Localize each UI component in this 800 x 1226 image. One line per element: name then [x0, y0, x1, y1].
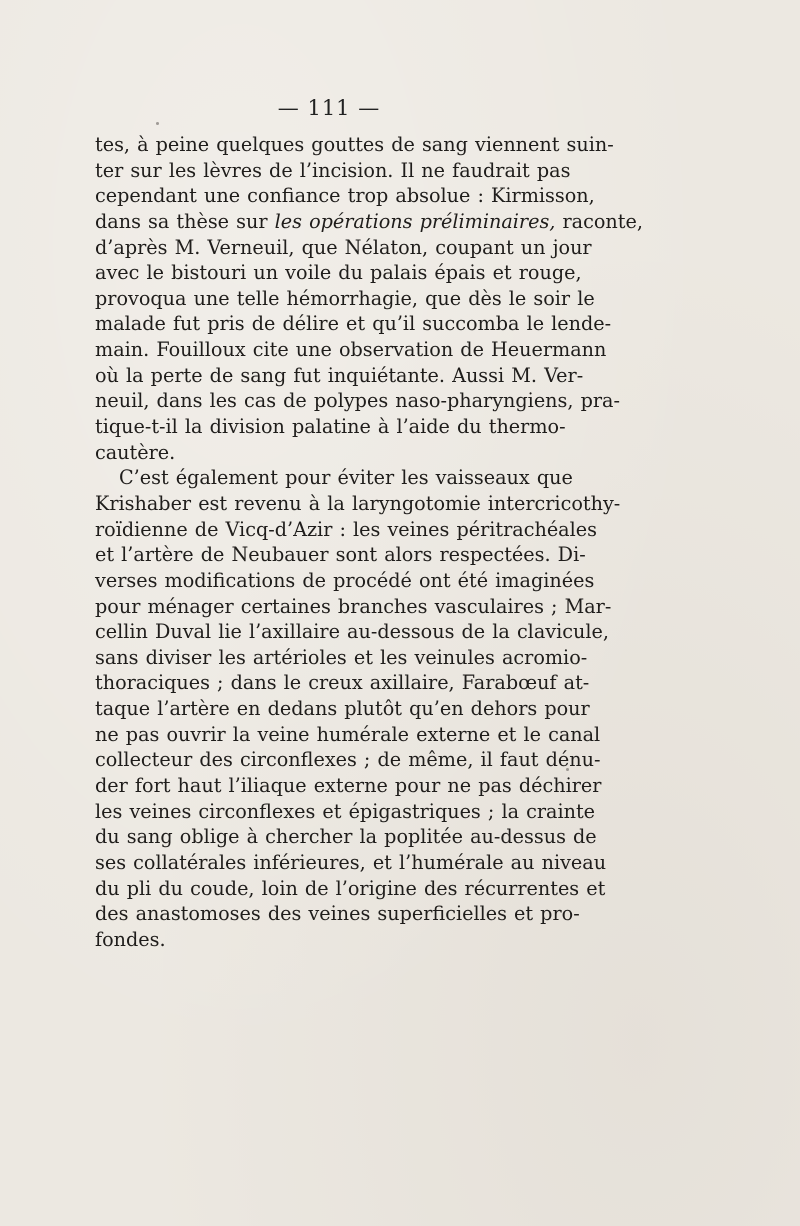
text-line: malade fut pris de délire et qu’il succomba le lende-: [95, 312, 612, 336]
text-line: neuil, dans les cas de polypes naso-pharyngiens, pra-: [95, 389, 620, 413]
text-line: main. Fouilloux cite une observation de Heuermann: [95, 338, 607, 362]
text-line: der fort haut l’iliaque externe pour ne pas déchirer: [95, 774, 602, 798]
body-text: [95, 132, 643, 953]
text-segment: raconte,: [555, 209, 643, 233]
text-line: du sang oblige à chercher la poplitée au-dessus de: [95, 825, 597, 849]
text-line: thoraciques ; dans le creux axillaire, Farabœuf at-: [95, 671, 590, 695]
text-line: tique-t-il la division palatine à l’aide du thermo-: [95, 415, 566, 439]
text-line: roïdienne de Vicq-d’Azir : les veines péritrachéales: [95, 517, 597, 541]
text-line: les veines circonflexes et épigastriques ; la crainte: [95, 799, 596, 823]
text-line: ses collatérales inférieures, et l’humérale au niveau: [95, 850, 607, 874]
text-line: C’est également pour éviter les vaisseaux que: [119, 466, 573, 490]
text-line: [95, 209, 643, 235]
text-line: collecteur des circonflexes ; de même, il faut dénu-: [95, 748, 601, 772]
paper-speck: [156, 122, 159, 125]
text-line: tes, à peine quelques gouttes de sang viennent suin-: [95, 133, 614, 156]
text-line: des anastomoses des veines superficielles et pro-: [95, 902, 580, 926]
text-line: ne pas ouvrir la veine humérale externe et le canal: [95, 722, 601, 746]
text-line: ter sur les lèvres de l’incision. Il ne faudrait pas: [95, 158, 571, 182]
text-line: pour ménager certaines branches vasculaires ; Mar-: [95, 594, 612, 618]
text-line: Krishaber est revenu à la laryngotomie intercricothy-: [95, 491, 621, 515]
text-line: avec le bistouri un voile du palais épais et rouge,: [95, 261, 582, 285]
text-line: sans diviser les artérioles et les veinules acromio-: [95, 645, 588, 669]
text-line: du pli du coude, loin de l’origine des récurrentes et: [95, 876, 606, 900]
text-line: cellin Duval lie l’axillaire au-dessous de la clavicule,: [95, 620, 609, 644]
text-segment: dans sa thèse sur: [95, 209, 275, 233]
text-line: provoqua une telle hémorrhagie, que dès le soir le: [95, 286, 595, 310]
text-line: fondes.: [95, 927, 166, 951]
text-line: taque l’artère en dedans plutôt qu’en dehors pour: [95, 697, 590, 721]
paper-speck: [566, 768, 569, 771]
italic-title: les opérations préliminaires,: [274, 209, 556, 233]
text-line: d’après M. Verneuil, que Nélaton, coupant un jour: [95, 235, 592, 259]
text-line: et l’artère de Neubauer sont alors respectées. Di-: [95, 543, 586, 567]
text-line: cautère.: [95, 440, 176, 464]
page-number: — 111 —: [277, 96, 381, 120]
text-line: verses modifications de procédé ont été imaginées: [95, 568, 595, 592]
text-line: cependant une confiance trop absolue : Kirmisson,: [95, 184, 595, 208]
text-line: où la perte de sang fut inquiétante. Aussi M. Ver-: [95, 363, 584, 387]
